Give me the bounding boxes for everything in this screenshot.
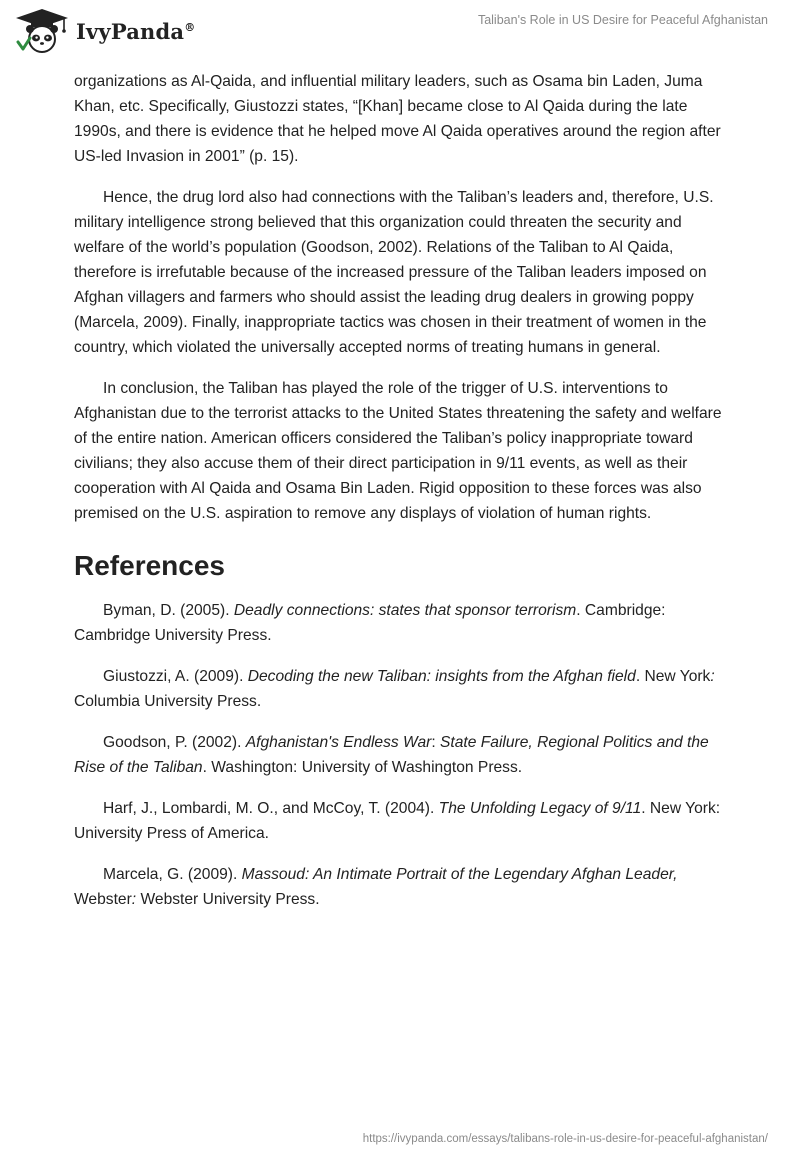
references-heading: References (74, 550, 225, 581)
reference-entry: Byman, D. (2005). Deadly connections: states that sponsor terrorism. Cambridge: Cambridge University Press. (74, 602, 666, 644)
document-title: Taliban's Role in US Desire for Peaceful Afghanistan (477, 13, 768, 27)
source-url-link[interactable]: https://ivypanda.com/essays/talibans-role-in-us-desire-for-peaceful-afghanistan/ (362, 1133, 768, 1145)
body-paragraph: In conclusion, the Taliban has played the role of the trigger of U.S. interventions to Afghanistan due to the terrorist attacks to the United States threatening the safety and welfare of the entire nation. American officers considered the Taliban’s policy inappropriate toward civilians; they also accuse them of their direct participation in 9/11 events, as well as their cooperation with Al Qaida and Osama Bin Laden. Rigid opposition to these forces was also premised on the U.S. aspiration to remove any displays of violation of human rights. (74, 380, 722, 522)
brand-name: IvyPanda® (76, 18, 196, 44)
brand-logo[interactable] (14, 8, 195, 54)
reference-entry: Harf, J., Lombardi, M. O., and McCoy, T. (2004). The Unfolding Legacy of 9/11. New York: University Press of America. (74, 800, 721, 842)
body-paragraph: Hence, the drug lord also had connections with the Taliban’s leaders and, therefore, U.S. military intelligence strong believed that this organization could threaten the security and welfare of the world’s population (Goodson, 2002). Relations of the Taliban to Al Qaida, therefore is irrefutable because of the increased pressure of the Taliban leaders imposed on Afghan villagers and farmers who should assist the leading drug dealers in growing poppy (Marcela, 2009). Finally, inappropriate tactics was chosen in their treatment of women in the country, which violated the universally accepted norms of treating humans in general. (74, 189, 714, 356)
reference-entry: Goodson, P. (2002). Afghanistan's Endless War: State Failure, Regional Politics and the Rise of the Taliban. Washington: University of Washington Press. (74, 734, 709, 776)
reference-entry: Giustozzi, A. (2009). Decoding the new Taliban: insights from the Afghan field. New York: Columbia University Press. (74, 668, 715, 710)
body-paragraph: organizations as Al-Qaida, and influential military leaders, such as Osama bin Laden, Juma Khan, etc. Specifically, Giustozzi states, “[Khan] became close to Al Qaida during the late 1990s, and there is evidence that he helped move Al Qaida operatives around the region after US-led Invasion in 2001” (p. 15). (74, 73, 721, 165)
essay-content (74, 69, 724, 928)
page-header (0, 0, 800, 70)
panda-graduate-icon (14, 8, 70, 54)
reference-entry: Marcela, G. (2009). Massoud: An Intimate Portrait of the Legendary Afghan Leader, Webster: Webster University Press. (74, 866, 678, 908)
